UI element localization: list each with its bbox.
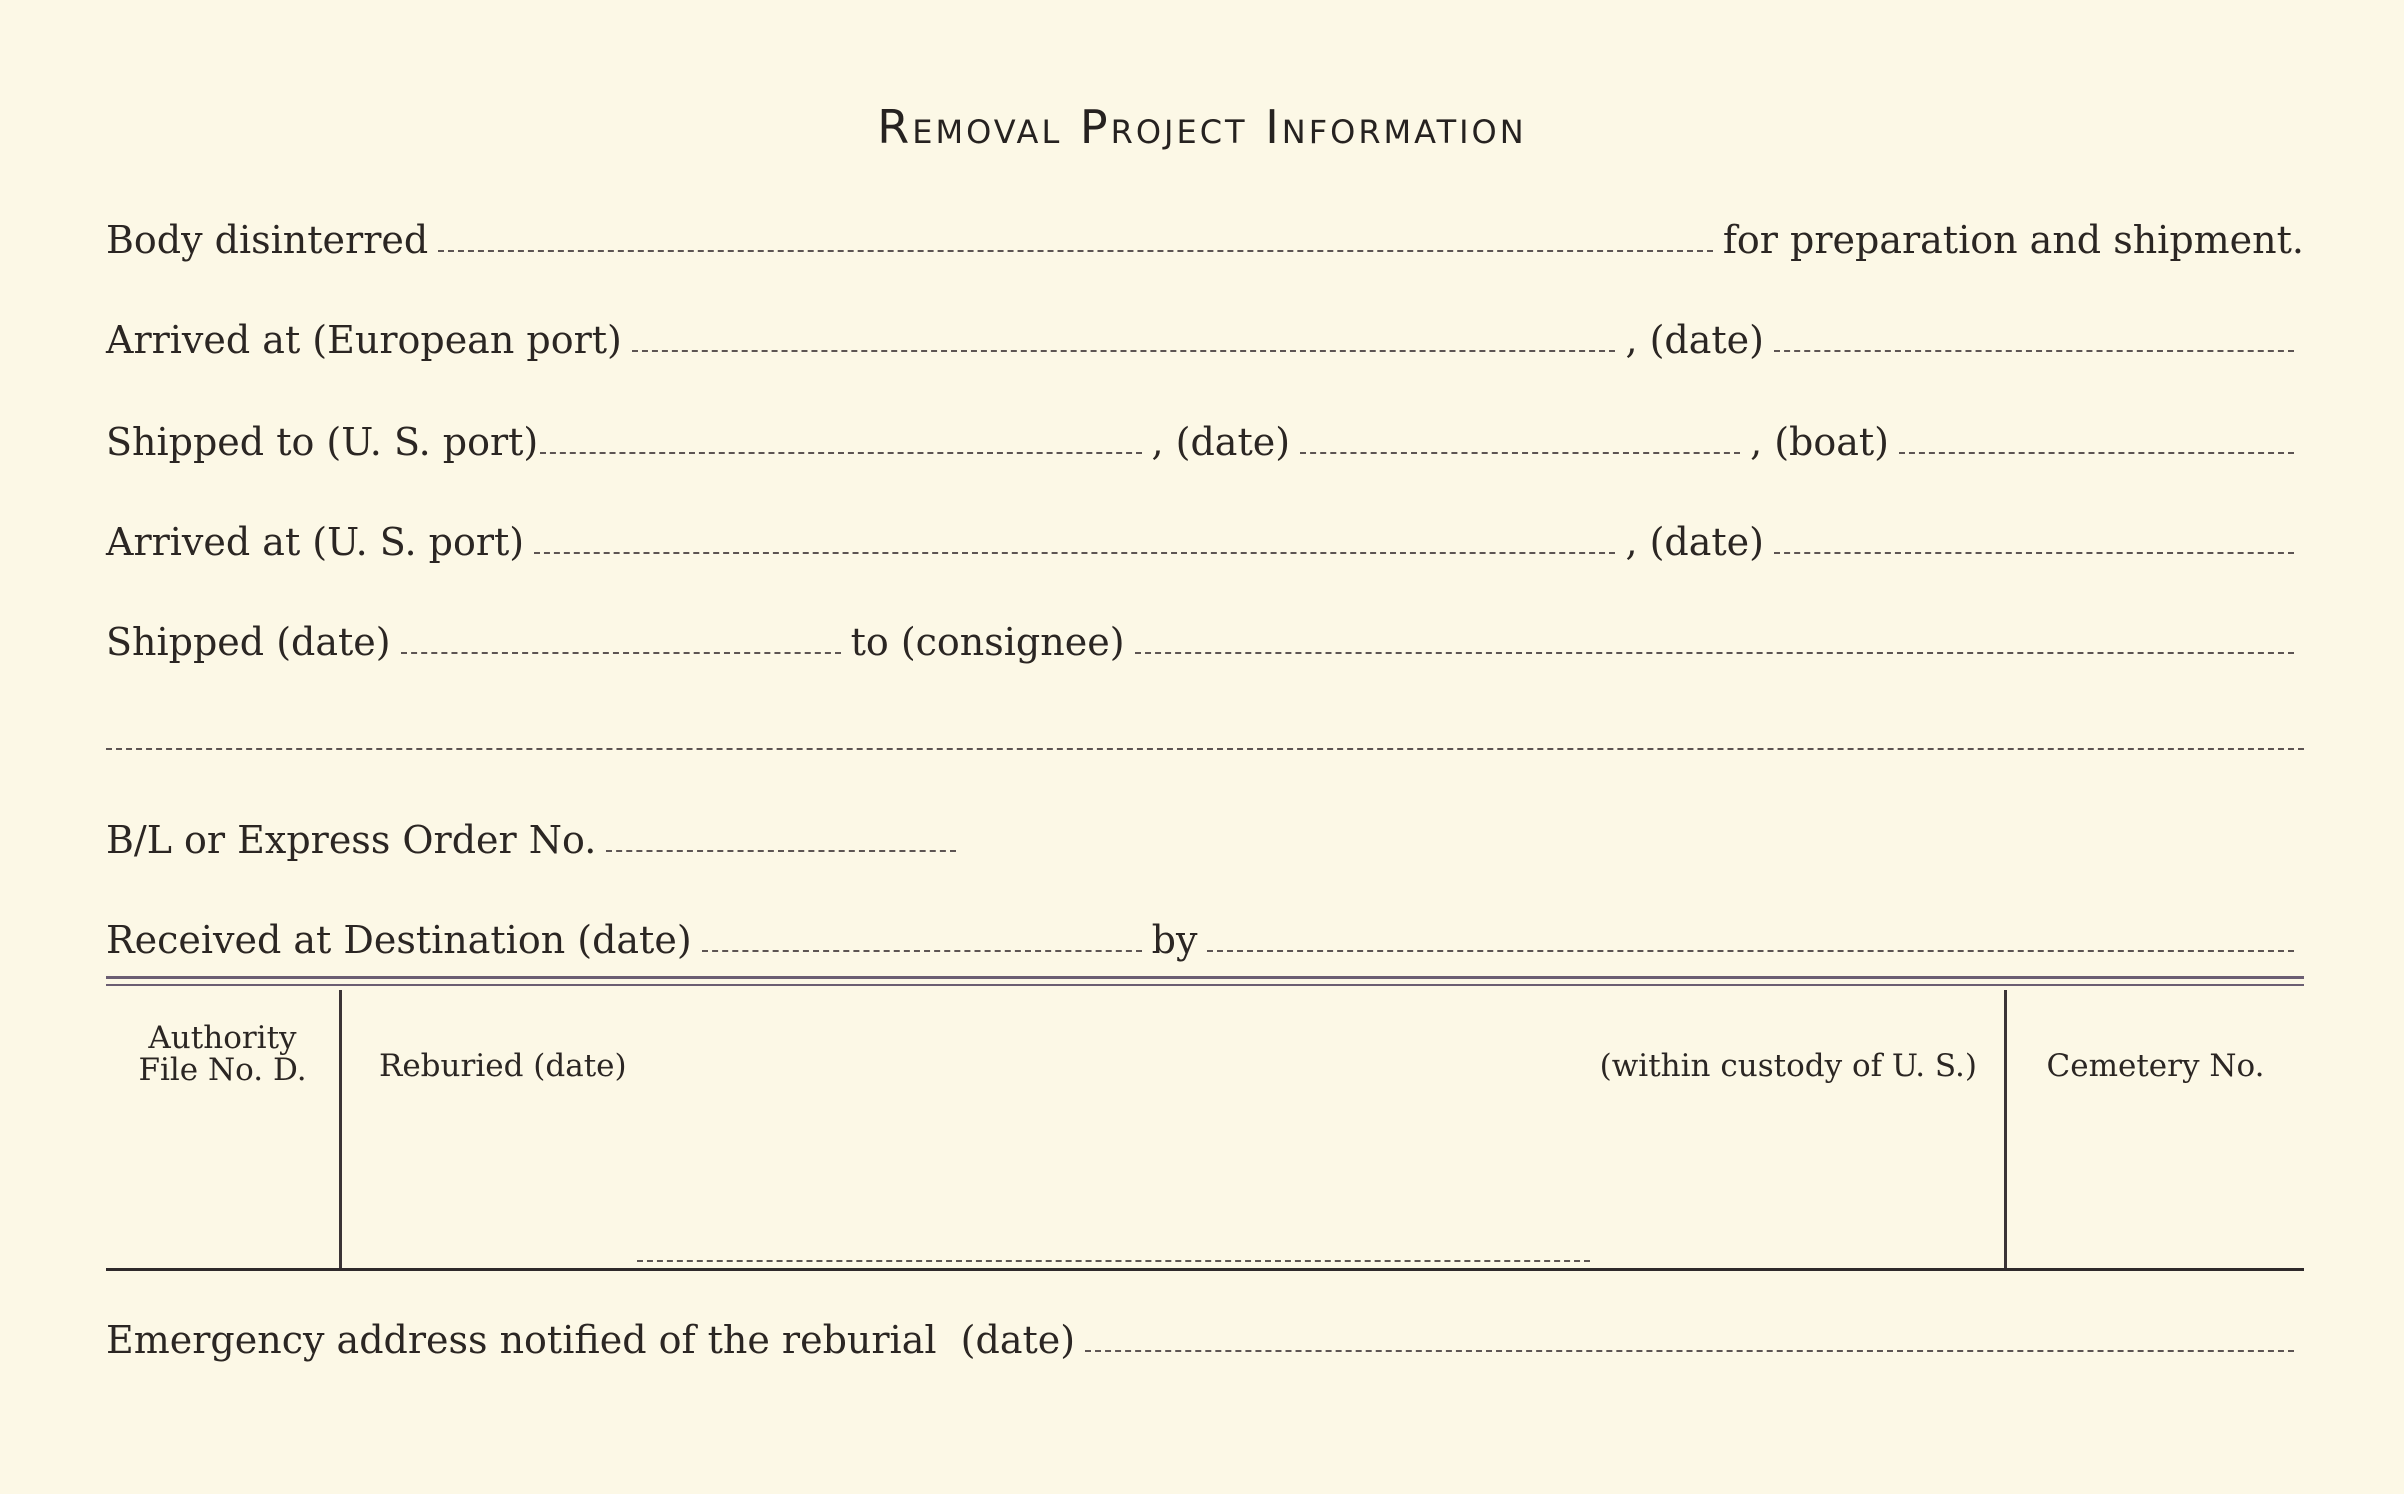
row-bl-order [106, 818, 966, 862]
label-by: by [1151, 918, 1198, 962]
label-consignee: to (consignee) [850, 620, 1125, 664]
field-bl-order[interactable] [606, 850, 956, 852]
field-european-date[interactable] [1774, 350, 2294, 352]
label-arrived-us: Arrived at (U. S. port) [106, 520, 525, 564]
row-arrived-european [106, 318, 2304, 362]
reburied-cell [345, 990, 2005, 1268]
field-disinterred-place[interactable] [438, 250, 1713, 252]
field-european-port[interactable] [632, 350, 1616, 352]
file-no-label: File No. D. [138, 1052, 307, 1088]
field-arrived-us-port[interactable] [534, 552, 1615, 554]
label-arrived-us-date: , (date) [1625, 520, 1764, 564]
bottom-rule [106, 1268, 2304, 1271]
label-body-disinterred: Body disinterred [106, 218, 429, 262]
field-shipped-date-2[interactable] [401, 652, 841, 654]
field-consignee-continued[interactable] [106, 748, 2304, 750]
row-received [106, 918, 2304, 962]
cemetery-cell [2004, 990, 2304, 1268]
row-arrived-us [106, 520, 2304, 564]
row-shipped-us [106, 420, 2304, 464]
label-emergency: Emergency address notified of the reburial (date) [106, 1318, 1076, 1362]
label-shipped-us: Shipped to (U. S. port) [106, 420, 539, 464]
custody-label: (within custody of U. S.) [1599, 1048, 1977, 1084]
reburied-label: Reburied (date) [379, 1048, 627, 1084]
label-shipped-date-2: Shipped (date) [106, 620, 391, 664]
cemetery-label: Cemetery No. [2046, 1048, 2265, 1084]
field-arrived-us-date[interactable] [1774, 552, 2294, 554]
field-reburied-date[interactable] [637, 1260, 1590, 1262]
field-shipped-date[interactable] [1300, 452, 1740, 454]
field-us-port[interactable] [540, 452, 1141, 454]
row-body-disinterred [106, 218, 2304, 262]
label-boat: , (boat) [1750, 420, 1889, 464]
form-title: Removal Project Information [877, 100, 1527, 154]
label-bl-order: B/L or Express Order No. [106, 818, 597, 862]
double-rule [106, 976, 2304, 986]
field-consignee[interactable] [1135, 652, 2294, 654]
label-shipped-date: , (date) [1151, 420, 1291, 464]
row-shipped-consignee [106, 620, 2304, 664]
field-boat[interactable] [1899, 452, 2294, 454]
field-emergency-date[interactable] [1085, 1350, 2294, 1352]
authority-cell [106, 990, 342, 1268]
row-emergency [106, 1318, 2304, 1362]
label-preparation-shipment: for preparation and shipment. [1722, 218, 2304, 262]
label-european-date: , (date) [1625, 318, 1764, 362]
reburial-table [106, 990, 2304, 1270]
row-blank-line [106, 720, 2304, 760]
field-received-date[interactable] [702, 950, 1142, 952]
label-received: Received at Destination (date) [106, 918, 692, 962]
authority-label: Authority [148, 1020, 297, 1056]
field-received-by[interactable] [1207, 950, 2294, 952]
label-arrived-european: Arrived at (European port) [106, 318, 622, 362]
